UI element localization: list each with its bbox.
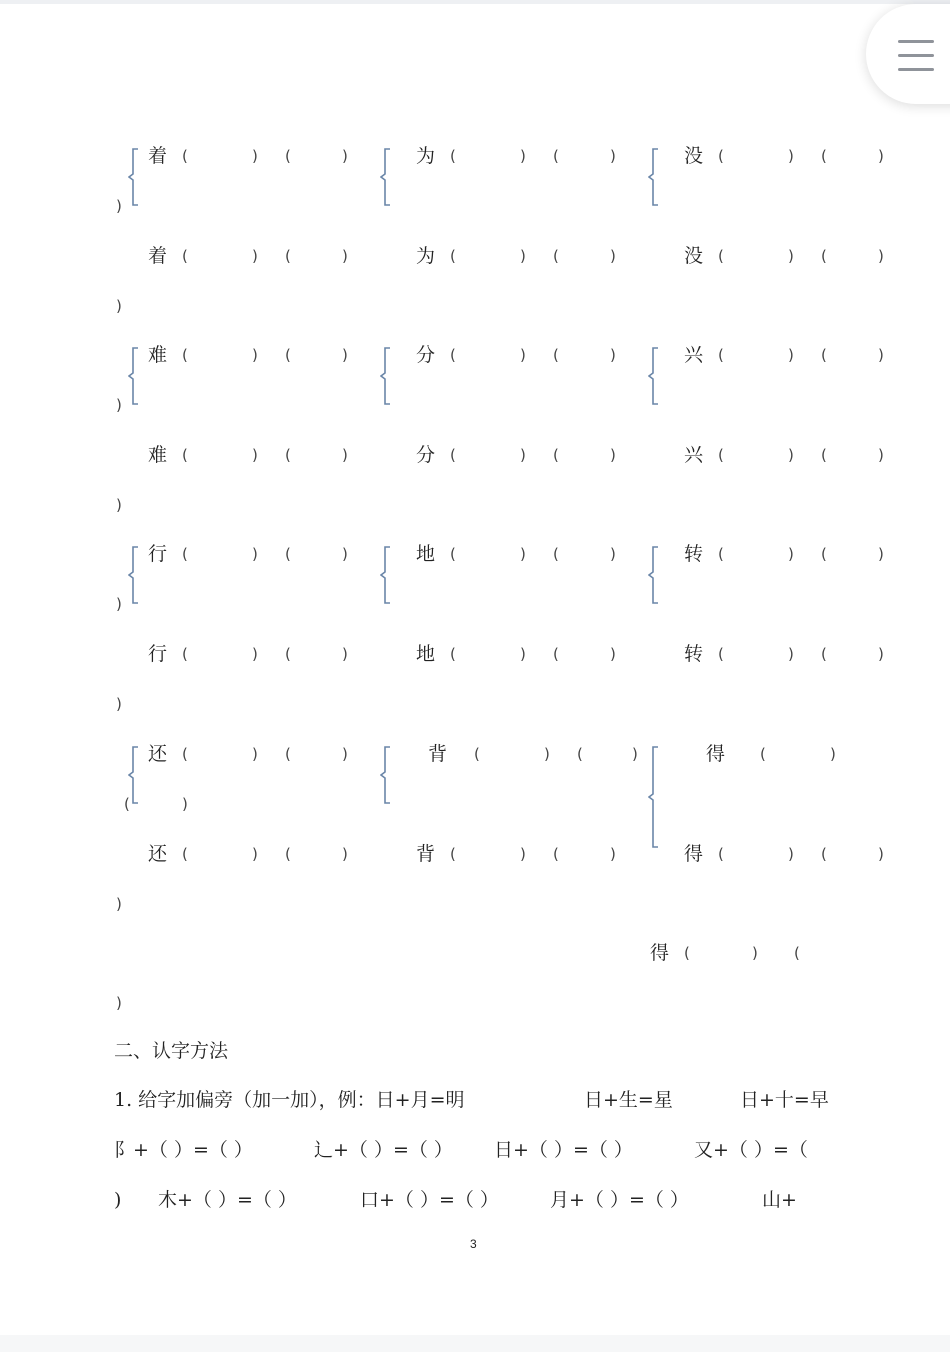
polyphone-char: 兴 <box>684 344 704 366</box>
polyphone-char: 没 <box>684 145 704 167</box>
blank-paren-open: ( <box>182 247 188 265</box>
page-number: 3 <box>470 1237 477 1251</box>
blank-paren-open: ( <box>182 845 188 863</box>
menu-button[interactable] <box>866 4 950 104</box>
blank-paren-close: ) <box>544 745 550 763</box>
blank-paren-open: ( <box>718 545 724 563</box>
blank-paren-open: ( <box>285 446 291 464</box>
blank-paren-open: ( <box>718 645 724 663</box>
exercise-example: 日+十=早 <box>740 1089 829 1111</box>
blank-paren-close: ) <box>342 446 348 464</box>
polyphone-char: 分 <box>416 344 436 366</box>
blank-paren-close: ) <box>252 545 258 563</box>
blank-paren-open: ( <box>821 545 827 563</box>
curly-brace-icon <box>128 546 140 604</box>
blank-paren-close: ) <box>252 645 258 663</box>
polyphone-char: 转 <box>684 643 704 665</box>
blank-paren-close: ) <box>878 845 884 863</box>
hamburger-menu-icon-bar <box>898 68 934 71</box>
blank-paren-close: ) <box>788 446 794 464</box>
blank-paren-open: ( <box>553 545 559 563</box>
exercise-item: 阝+（ ）=（ ） <box>114 1139 253 1161</box>
exercise-item: 又+（ ）=（ <box>694 1139 808 1161</box>
exercise-item: 木+（ ）=（ ） <box>158 1189 297 1211</box>
exercise-prompt: 1. 给字加偏旁（加一加），例：日+月=明 <box>114 1089 465 1111</box>
blank-paren-open: ( <box>718 346 724 364</box>
blank-paren-close: ) <box>520 247 526 265</box>
polyphone-char: 着 <box>148 245 168 267</box>
blank-paren-open: ( <box>821 247 827 265</box>
blank-paren-close: ) <box>878 247 884 265</box>
polyphone-char: 地 <box>416 543 436 565</box>
blank-paren-close: ) <box>520 346 526 364</box>
blank-paren-close: ) <box>252 446 258 464</box>
blank-paren-open: ( <box>450 446 456 464</box>
blank-paren-close: ) <box>610 446 616 464</box>
blank-paren-close: ) <box>252 745 258 763</box>
polyphone-char: 得 <box>684 843 704 865</box>
polyphone-char: 难 <box>148 444 168 466</box>
blank-paren-close: ) <box>610 645 616 663</box>
polyphone-char: 还 <box>148 743 168 765</box>
curly-brace-icon <box>380 546 392 604</box>
blank-paren-close: ) <box>610 247 616 265</box>
polyphone-char: 还 <box>148 843 168 865</box>
curly-brace-icon <box>648 148 660 206</box>
blank-paren-open: ( <box>450 645 456 663</box>
blank-paren-open: ( <box>718 247 724 265</box>
blank-paren-close: ) <box>116 297 122 315</box>
polyphone-char: 转 <box>684 543 704 565</box>
polyphone-char: 着 <box>148 145 168 167</box>
blank-paren-close: ) <box>342 845 348 863</box>
polyphone-char: 背 <box>416 843 436 865</box>
blank-paren-open: ( <box>553 845 559 863</box>
blank-paren-open: ( <box>285 247 291 265</box>
blank-paren-close: ) <box>788 147 794 165</box>
blank-paren-close: ) <box>752 944 758 962</box>
blank-paren-close: ) <box>520 845 526 863</box>
polyphone-char: 背 <box>428 743 448 765</box>
blank-paren-close: ) <box>610 545 616 563</box>
polyphone-char: 难 <box>148 344 168 366</box>
exercise-example: 日+生=星 <box>584 1089 673 1111</box>
blank-paren-close: ) <box>520 147 526 165</box>
blank-paren-open: ( <box>182 545 188 563</box>
section-title: 二、认字方法 <box>114 1040 229 1062</box>
blank-paren-close: ) <box>788 645 794 663</box>
blank-paren-close: ) <box>342 645 348 663</box>
curly-brace-icon <box>648 347 660 405</box>
blank-paren-open: ( <box>718 845 724 863</box>
blank-paren-close: ) <box>520 645 526 663</box>
exercise-item: ) <box>114 1189 122 1211</box>
blank-paren-close: ) <box>252 346 258 364</box>
hamburger-menu-icon <box>898 40 934 43</box>
blank-paren-open: ( <box>821 147 827 165</box>
blank-paren-open: ( <box>182 645 188 663</box>
blank-paren-open: ( <box>794 944 800 962</box>
blank-paren-close: ) <box>878 545 884 563</box>
blank-paren-open: ( <box>760 745 766 763</box>
hamburger-menu-icon-bar <box>898 54 934 57</box>
bottom-edge <box>0 1335 950 1352</box>
blank-paren-open: ( <box>285 346 291 364</box>
curly-brace-icon <box>128 148 140 206</box>
blank-paren-close: ) <box>830 745 836 763</box>
blank-paren-close: ) <box>182 795 188 813</box>
blank-paren-open: ( <box>450 845 456 863</box>
blank-paren-open: ( <box>718 446 724 464</box>
curly-brace-icon <box>648 546 660 604</box>
polyphone-char: 没 <box>684 245 704 267</box>
blank-paren-open: ( <box>821 446 827 464</box>
blank-paren-open: ( <box>124 795 130 813</box>
blank-paren-open: ( <box>182 745 188 763</box>
blank-paren-close: ) <box>342 247 348 265</box>
exercise-item: 月+（ ）=（ ） <box>550 1189 689 1211</box>
top-edge <box>0 0 950 4</box>
blank-paren-close: ) <box>342 745 348 763</box>
polyphone-char: 地 <box>416 643 436 665</box>
curly-brace-icon <box>380 746 392 804</box>
blank-paren-close: ) <box>342 545 348 563</box>
blank-paren-open: ( <box>450 545 456 563</box>
blank-paren-open: ( <box>285 645 291 663</box>
blank-paren-open: ( <box>182 147 188 165</box>
blank-paren-close: ) <box>610 845 616 863</box>
blank-paren-close: ) <box>610 147 616 165</box>
blank-paren-open: ( <box>285 545 291 563</box>
blank-paren-close: ) <box>252 247 258 265</box>
blank-paren-close: ) <box>632 745 638 763</box>
blank-paren-open: ( <box>285 745 291 763</box>
blank-paren-close: ) <box>788 545 794 563</box>
exercise-item: 山+ <box>762 1189 797 1211</box>
blank-paren-open: ( <box>450 147 456 165</box>
curly-brace-icon <box>128 347 140 405</box>
polyphone-char: 行 <box>148 643 168 665</box>
polyphone-char: 分 <box>416 444 436 466</box>
blank-paren-close: ) <box>788 346 794 364</box>
blank-paren-open: ( <box>821 645 827 663</box>
blank-paren-open: ( <box>450 346 456 364</box>
blank-paren-close: ) <box>116 197 122 215</box>
exercise-item: 口+（ ）=（ ） <box>360 1189 499 1211</box>
polyphone-char: 得 <box>650 942 670 964</box>
blank-paren-open: ( <box>821 346 827 364</box>
blank-paren-close: ) <box>788 845 794 863</box>
blank-paren-open: ( <box>821 845 827 863</box>
blank-paren-open: ( <box>474 745 480 763</box>
blank-paren-open: ( <box>577 745 583 763</box>
blank-paren-open: ( <box>182 446 188 464</box>
polyphone-char: 为 <box>416 145 436 167</box>
blank-paren-close: ) <box>116 595 122 613</box>
blank-paren-open: ( <box>553 645 559 663</box>
blank-paren-open: ( <box>718 147 724 165</box>
curly-brace-icon <box>380 347 392 405</box>
blank-paren-close: ) <box>252 845 258 863</box>
blank-paren-close: ) <box>116 895 122 913</box>
curly-brace-icon <box>380 148 392 206</box>
blank-paren-close: ) <box>878 346 884 364</box>
polyphone-char: 得 <box>706 743 726 765</box>
blank-paren-open: ( <box>684 944 690 962</box>
blank-paren-close: ) <box>520 545 526 563</box>
blank-paren-close: ) <box>116 994 122 1012</box>
polyphone-char: 兴 <box>684 444 704 466</box>
exercise-item: 辶+（ ）=（ ） <box>314 1139 453 1161</box>
blank-paren-close: ) <box>342 346 348 364</box>
exercise-item: 日+（ ）=（ ） <box>494 1139 633 1161</box>
blank-paren-open: ( <box>450 247 456 265</box>
blank-paren-close: ) <box>878 147 884 165</box>
blank-paren-open: ( <box>553 446 559 464</box>
blank-paren-close: ) <box>878 446 884 464</box>
blank-paren-close: ) <box>610 346 616 364</box>
blank-paren-open: ( <box>182 346 188 364</box>
polyphone-char: 行 <box>148 543 168 565</box>
blank-paren-open: ( <box>285 147 291 165</box>
blank-paren-close: ) <box>116 496 122 514</box>
blank-paren-close: ) <box>116 396 122 414</box>
blank-paren-close: ) <box>878 645 884 663</box>
blank-paren-close: ) <box>342 147 348 165</box>
blank-paren-close: ) <box>520 446 526 464</box>
blank-paren-close: ) <box>788 247 794 265</box>
curly-brace-icon <box>648 746 660 848</box>
blank-paren-open: ( <box>553 346 559 364</box>
blank-paren-close: ) <box>252 147 258 165</box>
blank-paren-open: ( <box>285 845 291 863</box>
blank-paren-close: ) <box>116 695 122 713</box>
blank-paren-open: ( <box>553 247 559 265</box>
blank-paren-open: ( <box>553 147 559 165</box>
polyphone-char: 为 <box>416 245 436 267</box>
